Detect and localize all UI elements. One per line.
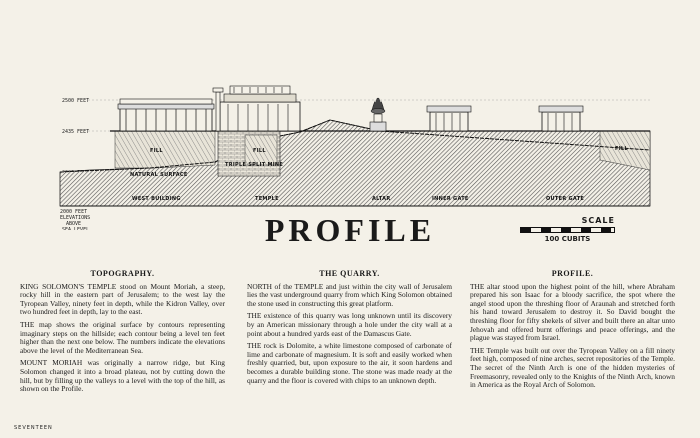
quarry-paragraph-3: THE rock is Dolomite, a white limestone composed of carbonate of lime and carbonate of magnesium. It is soft and easily worked when freshly quarried, but, upon exposure to the air, it soon hardens and becomes a durable building stone. The stone was made ready at the quarry and the floor is covered with chips to an unknown depth.: [247, 341, 452, 385]
topography-heading: TOPOGRAPHY.: [90, 269, 155, 278]
scale-bar: [520, 227, 615, 233]
outer-gate-label: OUTER GATE: [546, 196, 585, 202]
topography-paragraph-2: THE map shows the original surface by contours representing imaginary steps on the hillside; each contour being a level ten feet higher than the next one below. The numbers indicate the elevations above the level of the Mediterranean Sea.: [20, 319, 225, 355]
topography-paragraph-3: MOUNT MORIAH was originally a narrow ridge, but King Solomon changed it into a broad plateau, not by cutting down the hill, but by filling up the valleys to a level with the top of the hill, as shown on the Profile.: [20, 358, 225, 394]
temple-building: [220, 86, 300, 131]
altar-label: ALTAR: [372, 196, 391, 202]
profile-paragraph-1: THE altar stood upon the highest point of the hill, where Abraham prepared his son Isaac for a bloody sacrifice, the spot where the angel stood upon the threshing floor of Araunah and stretched forth his hand toward Jerusalem to destroy it. So David bought the threshing floor for fifty shekels of silver and built there an altar unto Jehovah and offered burnt offerings and peace offerings, and the plague was stayed from Israel.: [470, 281, 675, 343]
elevation-2500: 2500 FEET: [62, 98, 90, 104]
elevation-2000: 2000 FEET: [60, 209, 88, 215]
elevation-2435: 2435 FEET: [62, 129, 90, 135]
column-quarry: [247, 270, 452, 389]
fill-right-label: FILL: [615, 146, 628, 152]
scale-label: SCALE: [581, 216, 615, 225]
temple-label: TEMPLE: [255, 196, 279, 202]
flame-brazier-icon: [371, 97, 385, 114]
inner-gate: [427, 106, 471, 131]
above-label: ABOVE: [66, 221, 82, 227]
outer-gate: [539, 106, 583, 131]
profile-paragraph-2: THE Temple was built out over the Tyropean Valley on a fill ninety feet high, composed of nine arches, secret repositories of the Temple. The secret of the Ninth Arch is one of the hidden mysteries of Freemasonry, revealed only to the Knights of the Ninth Arch, known in America as the Royal Arch of Solomon.: [470, 345, 675, 390]
column-profile: [470, 270, 675, 394]
fill-center-label: FILL: [253, 148, 266, 154]
quarry-paragraph-1: NORTH of the TEMPLE and just within the city wall of Jerusalem lies the vast underground quarry from which King Solomon obtained the stone used in constructing this great platform.: [247, 281, 452, 308]
fill-left-region: [115, 131, 215, 168]
natural-surface-label: NATURAL SURFACE: [130, 172, 188, 178]
ramp-label: TRIPLE SPLIT MINE: [225, 162, 284, 168]
sea-level-label: SEA LEVEL: [62, 227, 90, 230]
elevations-label: ELEVATIONS: [60, 215, 91, 221]
profile-heading: PROFILE.: [551, 269, 594, 278]
fill-left-label: FILL: [150, 148, 163, 154]
scale: [520, 216, 615, 243]
quarry-paragraph-2: THE existence of this quarry was long unknown until its discovery by an American missionary through a hole under the city wall at a point about a hundred yards east of the Damascus Gate.: [247, 311, 452, 338]
west-building-label: WEST BUILDING: [132, 196, 181, 202]
column-topography: [20, 270, 225, 398]
quarry-heading: THE QUARRY.: [319, 269, 380, 278]
inner-gate-label: INNER GATE: [432, 196, 469, 202]
west-building: [118, 99, 214, 131]
topography-paragraph-1: KING SOLOMON'S TEMPLE stood on Mount Moriah, a steep, rocky hill in the eastern part of Jerusalem; to the west lay the Tyropean Valley, ninety feet in depth, while the Kidron Valley, over two hundred feet in depth, lay to the east.: [20, 281, 225, 317]
page-number: SEVENTEEN: [14, 425, 53, 431]
scale-unit: 100 CUBITS: [544, 235, 591, 243]
altar: [370, 114, 386, 131]
page-title: PROFILE: [264, 212, 436, 248]
